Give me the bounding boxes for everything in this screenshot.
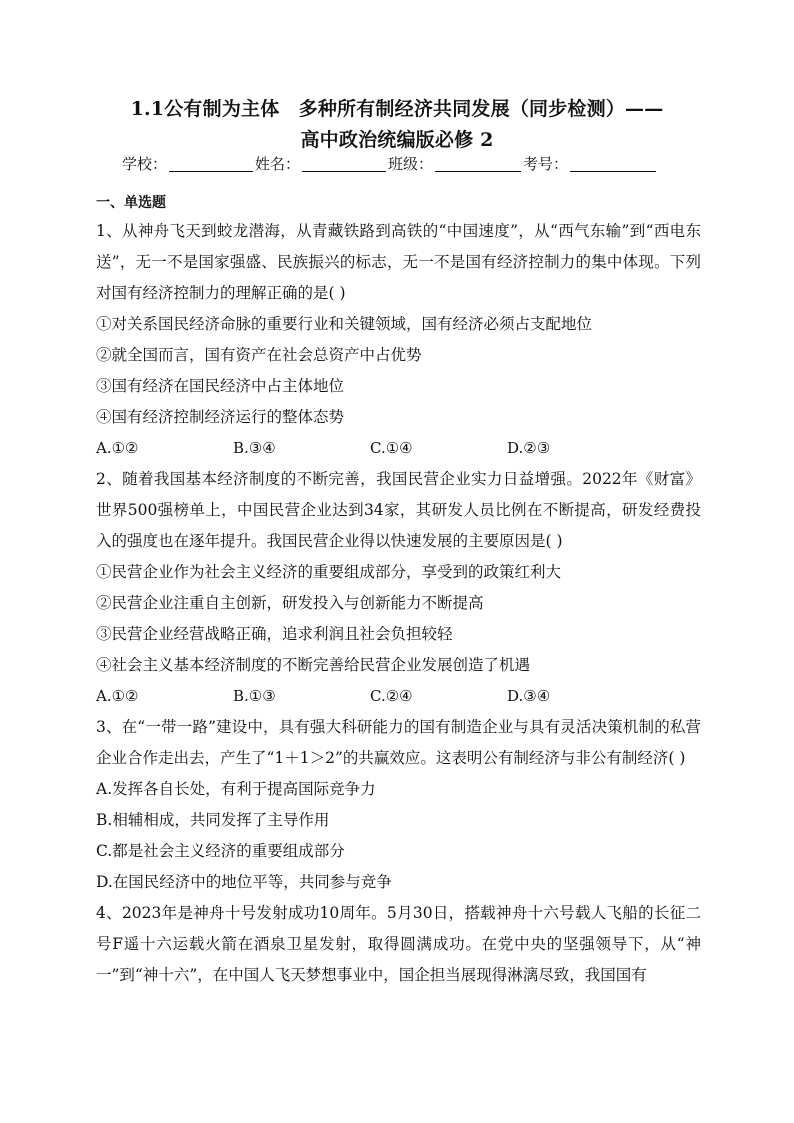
name-field[interactable] — [302, 157, 386, 172]
school-field[interactable] — [169, 157, 253, 172]
statement-item: ②就全国而言，国有资产在社会总资产中占优势 — [96, 346, 422, 364]
section-heading: 一、单选题 — [96, 195, 166, 211]
statement-item: ①对关系国民经济命脉的重要行业和关键领域，国有经济必须占支配地位 — [96, 315, 593, 333]
question-2 — [96, 464, 701, 712]
statement-item: ②民营企业注重自主创新，研发投入与创新能力不断提高 — [96, 594, 484, 612]
statement-item: ③国有经济在国民经济中占主体地位 — [96, 377, 345, 395]
choice-d[interactable]: D.②③ — [507, 439, 551, 457]
option-b[interactable]: B.相辅相成，共同发挥了主导作用 — [96, 811, 330, 829]
option-a[interactable]: A.发挥各自长处，有利于提高国际竞争力 — [96, 780, 376, 798]
choice-b[interactable]: B.③④ — [233, 439, 276, 457]
class-field[interactable] — [435, 157, 521, 172]
option-c[interactable]: C.都是社会主义经济的重要组成部分 — [96, 842, 345, 860]
option-d[interactable]: D.在国民经济中的地位平等，共同参与竞争 — [96, 873, 392, 891]
choice-a[interactable]: A.①② — [96, 439, 139, 457]
question-1 — [96, 216, 701, 464]
question-content — [96, 194, 701, 991]
statement-item: ①民营企业作为社会主义经济的重要组成部分，享受到的政策红利大 — [96, 563, 562, 581]
question-stem: 4、2023年是神舟十号发射成功10周年。5月30日，搭载神舟十六号载人飞船的长征二号F遥十六运载火箭在酒泉卫星发射，取得圆满成功。在党中央的坚强领导下，从“神一”到“神十六”，在中国人飞天梦想事业中，国企担当展现得淋漓尽致，我国国有 — [96, 904, 701, 984]
school-label: 学校： — [122, 155, 168, 173]
page-title-line1: 1.1公有制为主体 多种所有制经济共同发展（同步检测）—— — [130, 98, 664, 120]
student-info-row — [122, 153, 658, 174]
exam-number-field[interactable] — [570, 157, 656, 172]
exam-number-label: 考号： — [523, 155, 569, 173]
question-stem: 1、从神舟飞天到蛟龙潜海，从青藏铁路到高铁的“中国速度”，从“西气东输”到“西电东送”，无一不是国家强盛、民族振兴的标志，无一不是国有经济控制力的集中体现。下列对国有经济控制力的理解正确的是( ) — [96, 222, 701, 302]
question-4 — [96, 898, 701, 991]
choice-c[interactable]: C.①④ — [370, 439, 413, 457]
question-stem: 3、在“一带一路”建设中，具有强大科研能力的国有制造企业与具有灵活决策机制的私营企业合作走出去，产生了“1＋1＞2”的共赢效应。这表明公有制经济与非公有制经济( ) — [96, 718, 701, 767]
statement-item: ③民营企业经营战略正确，追求利润且社会负担较轻 — [96, 625, 453, 643]
question-stem: 2、随着我国基本经济制度的不断完善，我国民营企业实力日益增强。2022年《财富》世界500强榜单上，中国民营企业达到34家，其研发人员比例在不断提高，研发经费投入的强度也在逐年提升。我国民营企业得以快速发展的主要原因是( ) — [96, 470, 701, 550]
choice-b[interactable]: B.①③ — [233, 687, 276, 705]
statement-item: ④社会主义基本经济制度的不断完善给民营企业发展创造了机遇 — [96, 656, 531, 674]
choice-c[interactable]: C.②④ — [370, 687, 413, 705]
name-label: 姓名： — [255, 155, 301, 173]
question-3 — [96, 712, 701, 898]
class-label: 班级： — [388, 155, 434, 173]
statement-item: ④国有经济控制经济运行的整体态势 — [96, 408, 345, 426]
choice-d[interactable]: D.③④ — [507, 687, 551, 705]
choice-a[interactable]: A.①② — [96, 687, 139, 705]
page-title-line2: 高中政治统编版必修 2 — [300, 129, 494, 151]
choice-row — [96, 433, 701, 464]
choice-row — [96, 681, 701, 712]
